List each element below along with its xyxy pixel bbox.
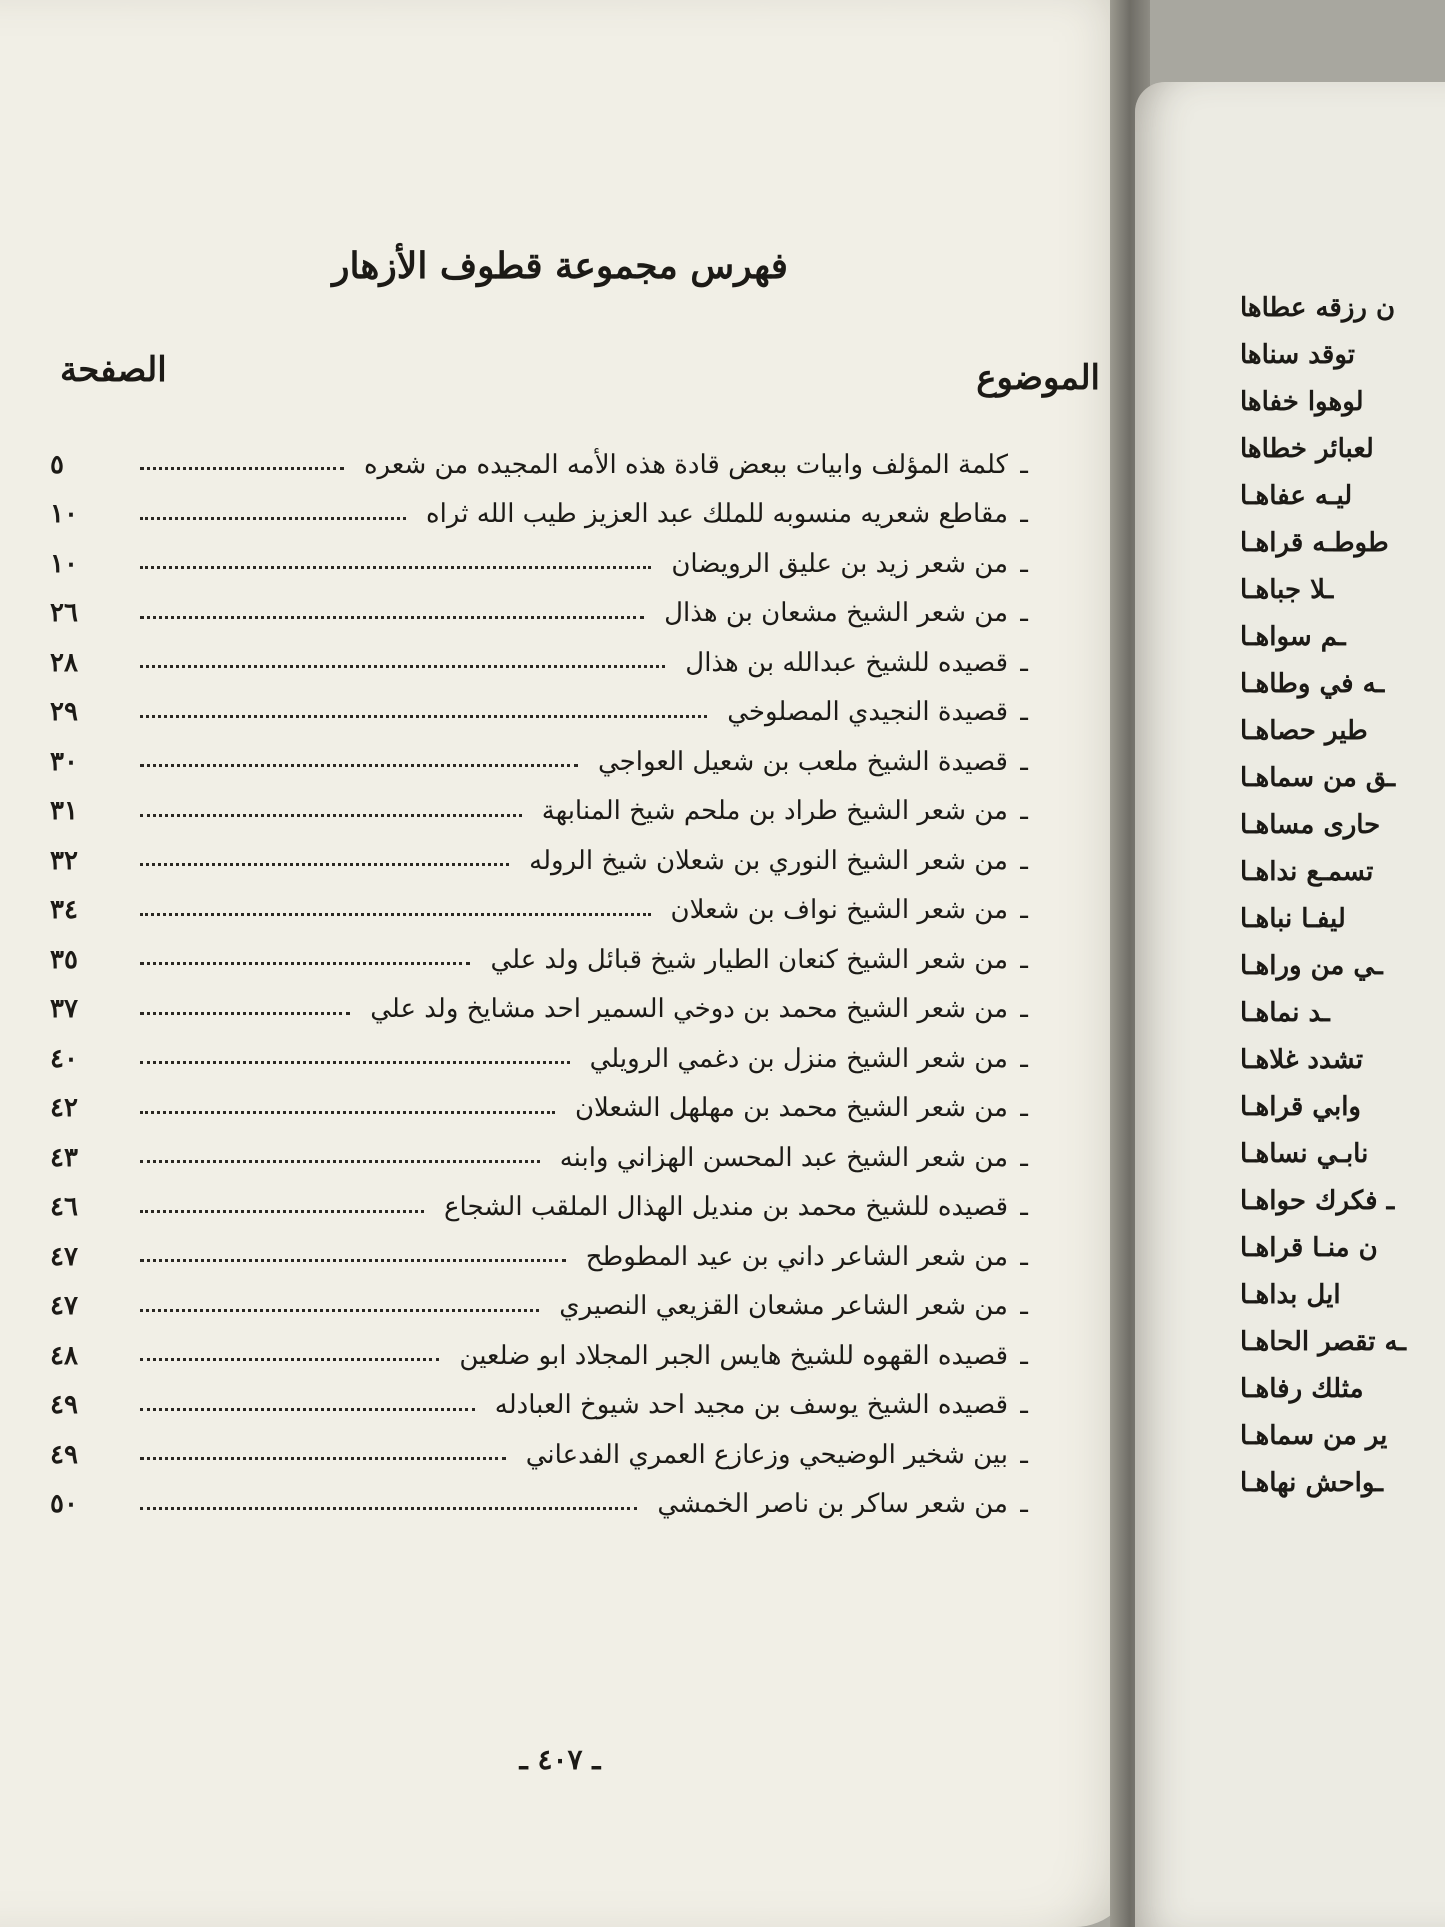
dot-leader [140, 1012, 350, 1015]
dot-leader [140, 863, 509, 866]
toc-entry [50, 490, 1040, 540]
entry-page-number: ٣٤ [50, 895, 78, 926]
entry-topic: من شعر الشيخ عبد المحسن الهزاني وابنه [559, 1142, 1008, 1173]
entry-topic: قصيدة النجيدي المصلوخي [727, 697, 1008, 728]
entry-page-number: ٤٩ [50, 1390, 78, 1421]
entry-page-number: ٤٠ [50, 1043, 78, 1074]
dot-leader [140, 467, 344, 470]
dot-leader [140, 1061, 570, 1064]
entry-page-number: ٤٣ [50, 1142, 78, 1173]
toc-entry [50, 836, 1040, 886]
entry-dash: ـ [1020, 1192, 1028, 1223]
column-header-topic: الموضوع [976, 358, 1100, 398]
poem-line: ـواحش نهاهـا [1240, 1468, 1383, 1498]
entry-dash: ـ [1020, 449, 1028, 480]
entry-page-number: ٤٧ [50, 1291, 78, 1322]
toc-entry [50, 638, 1040, 688]
entry-topic: مقاطع شعريه منسوبه للملك عبد العزيز طيب الله ثراه [426, 499, 1008, 530]
entry-topic: من شعر الشيخ منزل بن دغمي الرويلي [589, 1043, 1008, 1074]
entry-dash: ـ [1020, 647, 1028, 678]
entry-topic: قصيدة الشيخ ملعب بن شعيل العواجي [598, 746, 1008, 777]
column-header-page: الصفحة [60, 350, 167, 390]
poem-line: لوهوا خفاها [1240, 387, 1364, 417]
entry-topic: بين شخير الوضيحي وزعازع العمري الفدعاني [525, 1439, 1008, 1470]
entry-page-number: ٤٩ [50, 1439, 78, 1470]
toc-entry [50, 539, 1040, 589]
dot-leader [140, 814, 522, 817]
toc-entry [50, 440, 1040, 490]
toc-entry [50, 1034, 1040, 1084]
entry-dash: ـ [1020, 697, 1028, 728]
entry-dash: ـ [1020, 1142, 1028, 1173]
toc-entry [50, 1430, 1040, 1480]
poem-line: ـلا جباهـا [1240, 575, 1334, 605]
poem-line: تشدد غلاهـا [1240, 1045, 1364, 1075]
dot-leader [140, 665, 665, 668]
entry-topic: من شعر الشيخ محمد بن دوخي السمير احد مشايخ ولد علي [370, 994, 1008, 1025]
entry-topic: قصيده القهوه للشيخ هايس الجبر المجلاد ابو ضلعين [459, 1340, 1008, 1371]
poem-line: تسمـع نداهـا [1240, 857, 1374, 887]
page-number: ـ ٤٠٧ ـ [519, 1743, 601, 1776]
poem-line: ـه في وطاهـا [1240, 669, 1385, 699]
poem-line: مثلك رفاهـا [1240, 1374, 1364, 1404]
entry-topic: قصيده الشيخ يوسف بن مجيد احد شيوخ العبادله [494, 1390, 1008, 1421]
entry-topic: من شعر ساكر بن ناصر الخمشي [657, 1489, 1008, 1520]
toc-entry [50, 1084, 1040, 1134]
dot-leader [140, 1259, 566, 1262]
toc-entry [50, 787, 1040, 837]
toc-entry [50, 688, 1040, 738]
dot-leader [140, 715, 707, 718]
poem-line: نابـي نساهـا [1240, 1139, 1369, 1169]
entry-page-number: ١٠ [50, 499, 78, 530]
entry-topic: كلمة المؤلف وابيات ببعض قادة هذه الأمه المجيده من شعره [363, 449, 1008, 480]
poem-line: حارى مساهـا [1240, 810, 1381, 840]
poem-line: لعبائر خطاها [1240, 434, 1374, 464]
poem-line: توقد سناها [1240, 340, 1355, 370]
toc-entry [50, 985, 1040, 1035]
dot-leader [140, 1309, 539, 1312]
entry-topic: من شعر الشيخ محمد بن مهلهل الشعلان [574, 1093, 1008, 1124]
entry-dash: ـ [1020, 1291, 1028, 1322]
entry-dash: ـ [1020, 845, 1028, 876]
entry-topic: من شعر الشيخ كنعان الطيار شيخ قبائل ولد علي [490, 944, 1008, 975]
entry-topic: من شعر زيد بن عليق الرويضان [671, 548, 1008, 579]
poem-line: ـق من سماهـا [1240, 763, 1396, 793]
toc-entry [50, 1331, 1040, 1381]
entry-topic: من شعر الشاعر داني بن عيد المطوطح [585, 1241, 1008, 1272]
entry-topic: قصيده للشيخ محمد بن منديل الهذال الملقب الشجاع [444, 1192, 1008, 1223]
dot-leader [140, 1408, 475, 1411]
dot-leader [140, 1210, 424, 1213]
toc-entry [50, 737, 1040, 787]
dot-leader [140, 1457, 506, 1460]
poem-line: ليفـا نباهـا [1240, 904, 1346, 934]
toc-list [50, 440, 1040, 1529]
poem-line: ـد نماهـا [1240, 998, 1330, 1028]
toc-entry [50, 1133, 1040, 1183]
entry-dash: ـ [1020, 1043, 1028, 1074]
dot-leader [140, 1358, 439, 1361]
entry-page-number: ٣٥ [50, 944, 78, 975]
poem-line: ـ فكرك حواهـا [1240, 1186, 1395, 1216]
entry-dash: ـ [1020, 548, 1028, 579]
entry-dash: ـ [1020, 1340, 1028, 1371]
entry-topic: من شعر الشاعر مشعان القزيعي النصيري [559, 1291, 1008, 1322]
right-page-text [1240, 293, 1445, 1515]
dot-leader [140, 764, 578, 767]
toc-entry [50, 1232, 1040, 1282]
entry-page-number: ٤٨ [50, 1340, 78, 1371]
entry-page-number: ٤٢ [50, 1093, 78, 1124]
poem-line: ايل بداهـا [1240, 1280, 1341, 1310]
poem-line: ير من سماهـا [1240, 1421, 1388, 1451]
poem-line: ليـه عفاهـا [1240, 481, 1353, 511]
toc-entry [50, 1282, 1040, 1332]
entry-dash: ـ [1020, 994, 1028, 1025]
entry-page-number: ٢٨ [50, 647, 78, 678]
dot-leader [140, 566, 651, 569]
entry-page-number: ٣٢ [50, 845, 78, 876]
poem-line: ن رزقه عطاها [1240, 293, 1396, 323]
poem-line: طير حصاهـا [1240, 716, 1368, 746]
entry-dash: ـ [1020, 598, 1028, 629]
poem-line: ـه تقصر الحاهـا [1240, 1327, 1407, 1357]
entry-dash: ـ [1020, 499, 1028, 530]
entry-dash: ـ [1020, 1390, 1028, 1421]
toc-entry [50, 935, 1040, 985]
entry-dash: ـ [1020, 746, 1028, 777]
toc-entry [50, 1183, 1040, 1233]
entry-page-number: ٣١ [50, 796, 78, 827]
entry-topic: من شعر الشيخ مشعان بن هذال [664, 598, 1008, 629]
entry-page-number: ٤٧ [50, 1241, 78, 1272]
dot-leader [140, 616, 644, 619]
poem-line: طوطـه قراهـا [1240, 528, 1389, 558]
entry-page-number: ١٠ [50, 548, 78, 579]
entry-page-number: ٤٦ [50, 1192, 78, 1223]
entry-page-number: ٥٠ [50, 1489, 78, 1520]
dot-leader [140, 1507, 637, 1510]
entry-dash: ـ [1020, 1439, 1028, 1470]
entry-topic: من شعر الشيخ نواف بن شعلان [670, 895, 1008, 926]
entry-dash: ـ [1020, 1489, 1028, 1520]
toc-entry [50, 1480, 1040, 1530]
poem-line: ـي من وراهـا [1240, 951, 1383, 981]
toc-entry [50, 1381, 1040, 1431]
poem-line: ـم سواهـا [1240, 622, 1346, 652]
toc-title: فهرس مجموعة قطوف الأزهار [332, 245, 788, 287]
entry-dash: ـ [1020, 1093, 1028, 1124]
dot-leader [140, 1160, 540, 1163]
entry-topic: من شعر الشيخ طراد بن ملحم شيخ المنابهة [541, 796, 1008, 827]
dot-leader [140, 1111, 555, 1114]
toc-entry [50, 886, 1040, 936]
entry-dash: ـ [1020, 895, 1028, 926]
toc-entry [50, 589, 1040, 639]
entry-dash: ـ [1020, 1241, 1028, 1272]
dot-leader [140, 913, 651, 916]
entry-page-number: ٣٠ [50, 746, 78, 777]
dot-leader [140, 517, 406, 520]
entry-dash: ـ [1020, 796, 1028, 827]
entry-page-number: ٢٩ [50, 697, 78, 728]
entry-page-number: ٣٧ [50, 994, 78, 1025]
entry-topic: قصيده للشيخ عبدالله بن هذال [685, 647, 1008, 678]
poem-line: ن منـا قراهـا [1240, 1233, 1378, 1263]
poem-line: وابي قراهـا [1240, 1092, 1361, 1122]
entry-topic: من شعر الشيخ النوري بن شعلان شيخ الروله [529, 845, 1008, 876]
entry-page-number: ٢٦ [50, 598, 78, 629]
entry-page-number: ٥ [50, 449, 64, 480]
dot-leader [140, 962, 470, 965]
entry-dash: ـ [1020, 944, 1028, 975]
